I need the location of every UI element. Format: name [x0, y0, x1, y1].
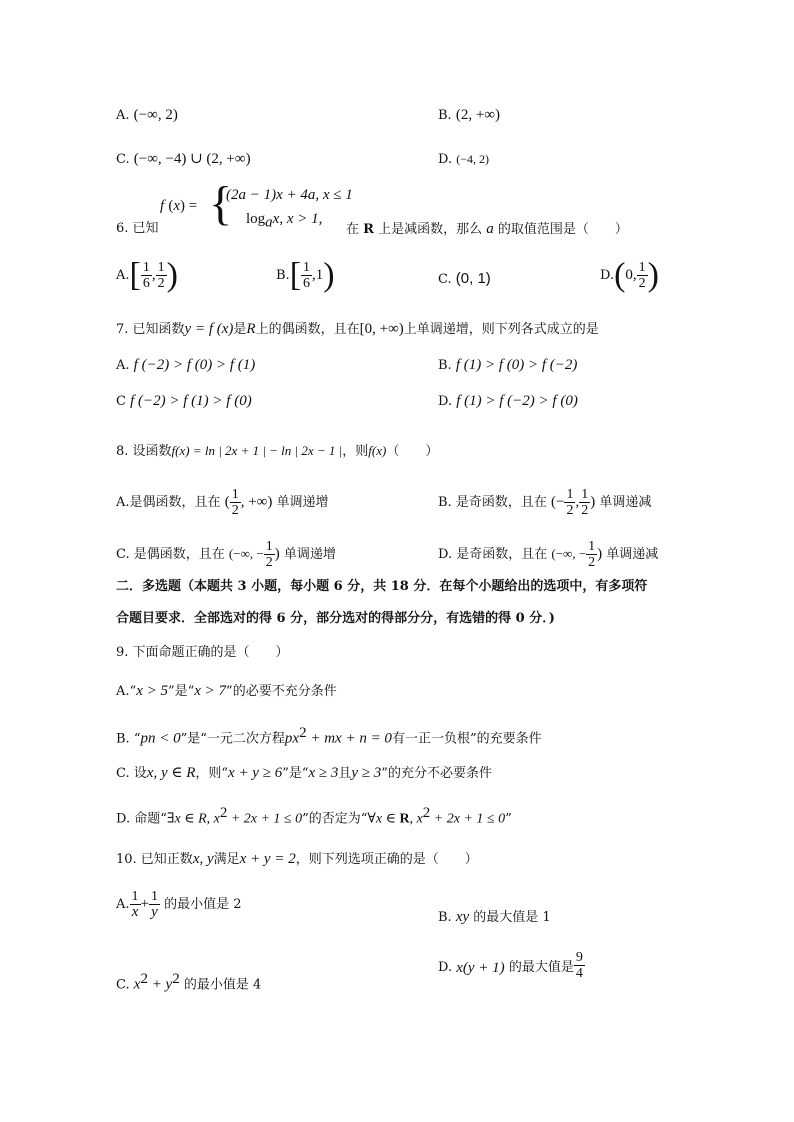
q6-function-name: f (x) =: [160, 198, 198, 214]
q10-option-b: B. xy 的最大值是 1: [438, 909, 551, 925]
q6-case-1: (2a − 1)x + 4a, x ≤ 1: [226, 187, 353, 203]
q8-option-d: D. 是奇函数，且在 (−∞, − $\frac{1}{2}$ ) 单调递减: [438, 539, 659, 570]
q9-option-a: A.“x > 5”是“x > 7”的必要不充分条件: [116, 683, 337, 699]
q5-option-c: [116, 150, 251, 169]
option-label: A.: [116, 108, 130, 123]
q5-option-b: [438, 106, 500, 125]
q5-option-d: [438, 150, 489, 169]
q6-option-d: D.(0, $\frac{1}{2}$ ): [600, 256, 659, 294]
q6-option-c: C. (0, 1): [438, 270, 491, 287]
q9-option-b: B. “pn < 0”是“一元二次方程$px^2$ + mx + n = 0有一正一负根”的充要条件: [116, 725, 542, 747]
q7-option-b: B. f (1) > f (0) > f (−2): [438, 357, 578, 373]
q7-stem: 7. 已知函数y = f (x)是R上的偶函数，且在[0, +∞)上单调递增，则下列各式成立的是: [116, 321, 599, 337]
option-label: B.: [438, 108, 452, 123]
q6-number: 6. 已知: [116, 221, 159, 236]
option-math: (−∞, −4) ∪ (2, +∞): [133, 151, 251, 167]
option-label: C.: [116, 152, 130, 167]
q10-option-d: D. x(y + 1) 的最大值是 $\frac{9}{4}$: [438, 950, 583, 981]
q5-option-a: [116, 106, 178, 125]
option-math: (2, +∞): [455, 107, 500, 123]
option-label: D.: [438, 152, 453, 167]
option-math: (−∞, 2): [133, 107, 178, 123]
q6-case-2: $\log_ax$, x > 1,: [246, 211, 323, 231]
q10-option-c: C. $x^2 + y^2$ 的最小值是 4: [116, 971, 262, 993]
q6-option-b: B.[ $\frac{1}{6}$ ,1): [276, 256, 335, 294]
q8-stem: 8. 设函数f(x) = ln | 2x + 1 | − ln | 2x − 1 |，则f(x)（ ）: [116, 443, 439, 459]
q10-option-a: A. $\frac{1}{x}$ + $\frac{1}{y}$ 的最小值是 2: [116, 889, 242, 920]
q10-stem: 10. 已知正数x, y满足x + y = 2，则下列选项正确的是（ ）: [116, 851, 478, 867]
section-2-heading-line-1: 二．多选题（本题共 3 小题，每小题 6 分，共 18 分．在每个小题给出的选项中，有多项符: [116, 579, 648, 594]
q8-option-c: C. 是偶函数，且在 (−∞, − $\frac{1}{2}$ ) 单调递增: [116, 539, 336, 570]
q6-option-a: A.[ $\frac{1}{6}$ , $\frac{1}{2}$ ): [116, 256, 178, 294]
q9-option-c: C. 设x, y ∈ R，则“x + y ≥ 6”是“x ≥ 3且y ≥ 3”的充分不必要条件: [116, 765, 492, 781]
q7-option-c: C f (−2) > f (1) > f (0): [116, 393, 252, 409]
q6-stem: 在 R 上是减函数，那么 a 的取值范围是（ ）: [346, 221, 628, 237]
q9-option-d: D. 命题“∃x ∈ R, $x^2 + 2x + 1 \le 0$”的否定为“∀x ∈ R, $x^2 + 2x + 1 \le 0$”: [116, 805, 512, 827]
q7-option-a: A. f (−2) > f (0) > f (1): [116, 357, 256, 373]
q9-stem: 9. 下面命题正确的是（ ）: [116, 645, 289, 660]
option-math: (−4, 2): [456, 152, 489, 166]
q8-option-b: B. 是奇函数，且在 (− $\frac{1}{2}$ , $\frac{1}{2}$ ) 单调递减: [438, 487, 652, 518]
section-2-heading-line-2: 合题目要求．全部选对的得 6 分，部分选对的得部分分，有选错的得 0 分．): [116, 611, 555, 626]
q6-brace: {: [209, 177, 233, 230]
q7-option-d: D. f (1) > f (−2) > f (0): [438, 393, 578, 409]
q8-option-a: A.是偶函数，且在 ( $\frac{1}{2}$ , +∞) 单调递增: [116, 487, 329, 518]
